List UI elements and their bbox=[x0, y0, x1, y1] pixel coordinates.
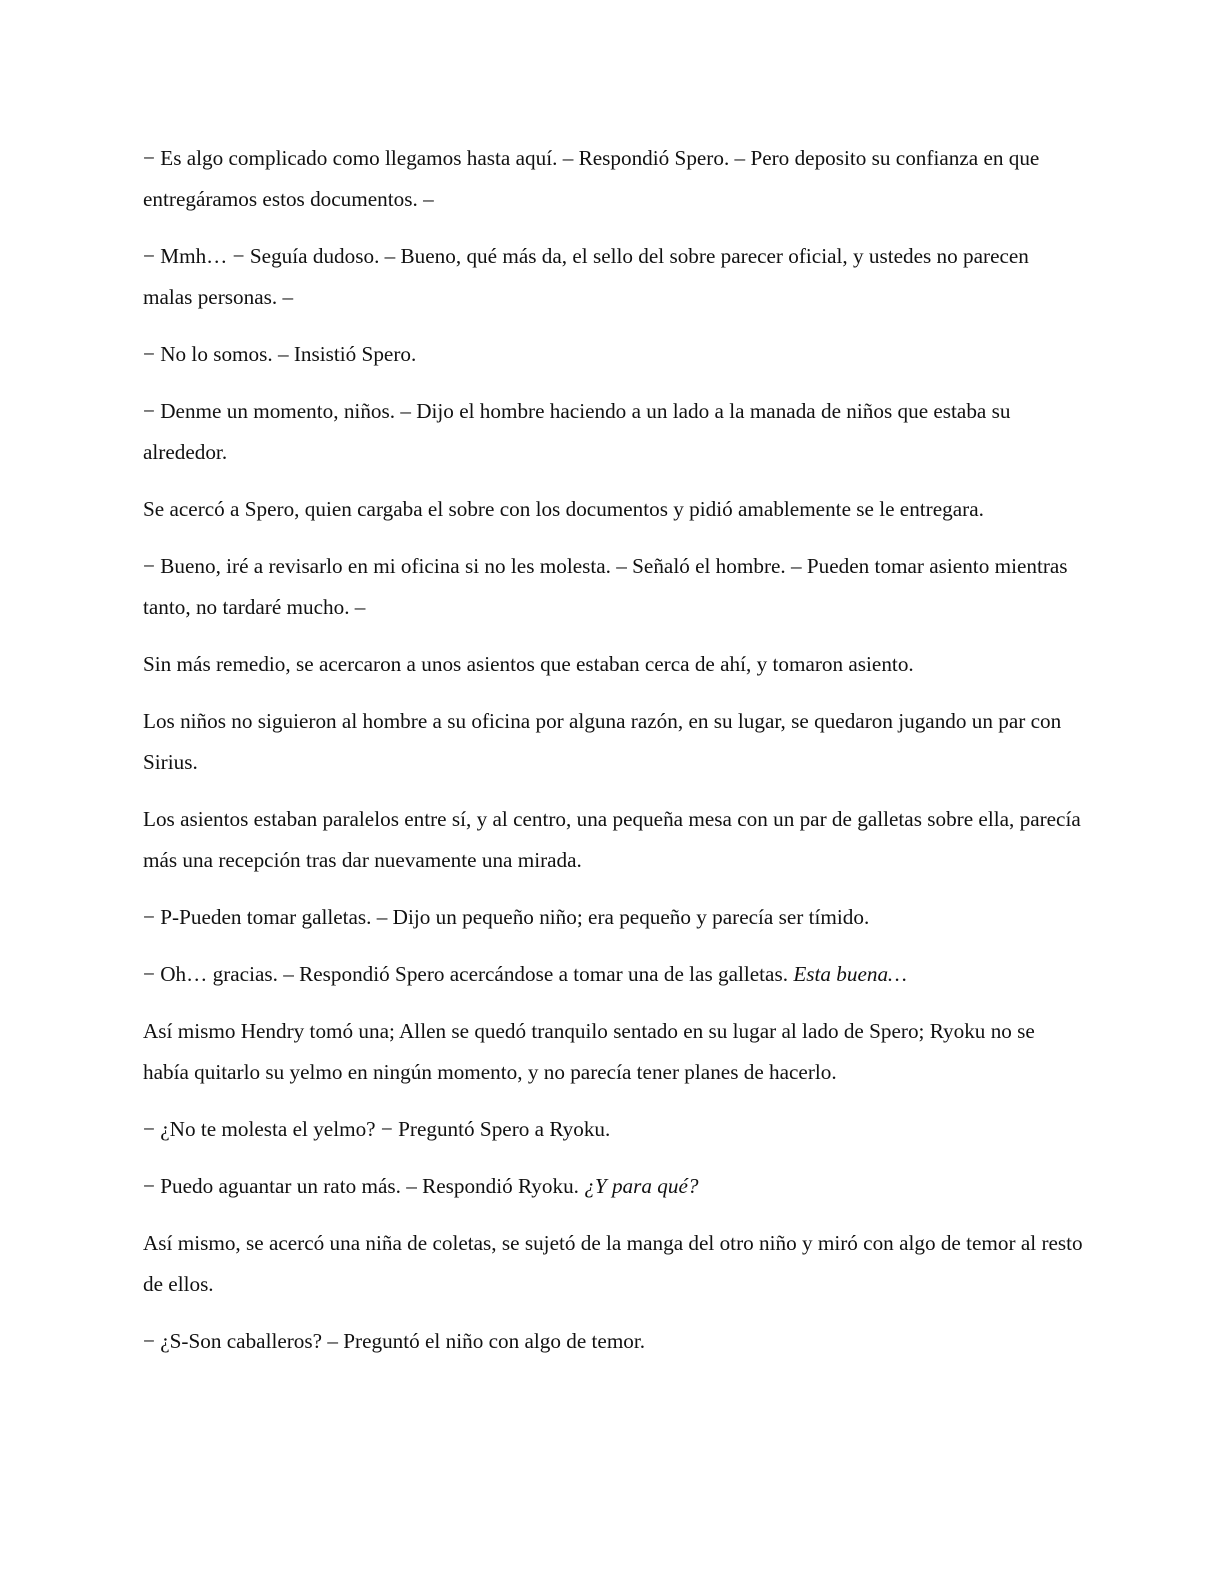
paragraph-9 bbox=[143, 799, 1083, 881]
paragraph-16 bbox=[143, 1321, 1083, 1362]
paragraph-15 bbox=[143, 1223, 1083, 1305]
paragraph-text: Los asientos estaban paralelos entre sí, y al centro, una pequeña mesa con un par de galletas sobre ella, parecía más una recepción tras dar nuevamente una mirada. bbox=[143, 807, 1081, 872]
paragraph-13 bbox=[143, 1109, 1083, 1150]
paragraph-text: − Puedo aguantar un rato más. – Respondió Ryoku. bbox=[143, 1174, 585, 1198]
paragraph-8 bbox=[143, 701, 1083, 783]
paragraph-text: Se acercó a Spero, quien cargaba el sobre con los documentos y pidió amablemente se le entregara. bbox=[143, 497, 984, 521]
paragraph-italic-thought: Esta buena… bbox=[793, 962, 907, 986]
paragraph-text: Así mismo, se acercó una niña de coletas, se sujetó de la manga del otro niño y miró con algo de temor al resto de ellos. bbox=[143, 1231, 1083, 1296]
paragraph-text: Así mismo Hendry tomó una; Allen se quedó tranquilo sentado en su lugar al lado de Spero; Ryoku no se había quitarlo su yelmo en ningún momento, y no parecía tener planes de hacerlo. bbox=[143, 1019, 1035, 1084]
paragraph-text: Sin más remedio, se acercaron a unos asientos que estaban cerca de ahí, y tomaron asiento. bbox=[143, 652, 914, 676]
paragraph-text: − P-Pueden tomar galletas. – Dijo un pequeño niño; era pequeño y parecía ser tímido. bbox=[143, 905, 870, 929]
paragraph-text: − ¿S-Son caballeros? – Preguntó el niño con algo de temor. bbox=[143, 1329, 646, 1353]
paragraph-1 bbox=[143, 138, 1083, 220]
paragraph-14 bbox=[143, 1166, 1083, 1207]
paragraph-2 bbox=[143, 236, 1083, 318]
paragraph-4 bbox=[143, 391, 1083, 473]
paragraph-11 bbox=[143, 954, 1083, 995]
paragraph-text: − No lo somos. – Insistió Spero. bbox=[143, 342, 417, 366]
paragraph-7 bbox=[143, 644, 1083, 685]
paragraph-3 bbox=[143, 334, 1083, 375]
paragraph-10 bbox=[143, 897, 1083, 938]
paragraph-text: − ¿No te molesta el yelmo? − Preguntó Spero a Ryoku. bbox=[143, 1117, 611, 1141]
paragraph-text: − Denme un momento, niños. – Dijo el hombre haciendo a un lado a la manada de niños que estaba su alrededor. bbox=[143, 399, 1011, 464]
paragraph-5 bbox=[143, 489, 1083, 530]
paragraph-text: − Mmh… − Seguía dudoso. – Bueno, qué más da, el sello del sobre parecer oficial, y ustedes no parecen malas personas. – bbox=[143, 244, 1029, 309]
paragraph-text: − Es algo complicado como llegamos hasta aquí. – Respondió Spero. – Pero deposito su confianza en que entregáramos estos documentos. – bbox=[143, 146, 1040, 211]
paragraph-6 bbox=[143, 546, 1083, 628]
paragraph-text: Los niños no siguieron al hombre a su oficina por alguna razón, en su lugar, se quedaron jugando un par con Sirius. bbox=[143, 709, 1062, 774]
document-body bbox=[143, 138, 1083, 1378]
paragraph-italic-thought: ¿Y para qué? bbox=[584, 1174, 699, 1198]
paragraph-12 bbox=[143, 1011, 1083, 1093]
paragraph-text: − Bueno, iré a revisarlo en mi oficina si no les molesta. – Señaló el hombre. – Pueden tomar asiento mientras tanto, no tardaré mucho. – bbox=[143, 554, 1068, 619]
paragraph-text: − Oh… gracias. – Respondió Spero acercándose a tomar una de las galletas. bbox=[143, 962, 794, 986]
